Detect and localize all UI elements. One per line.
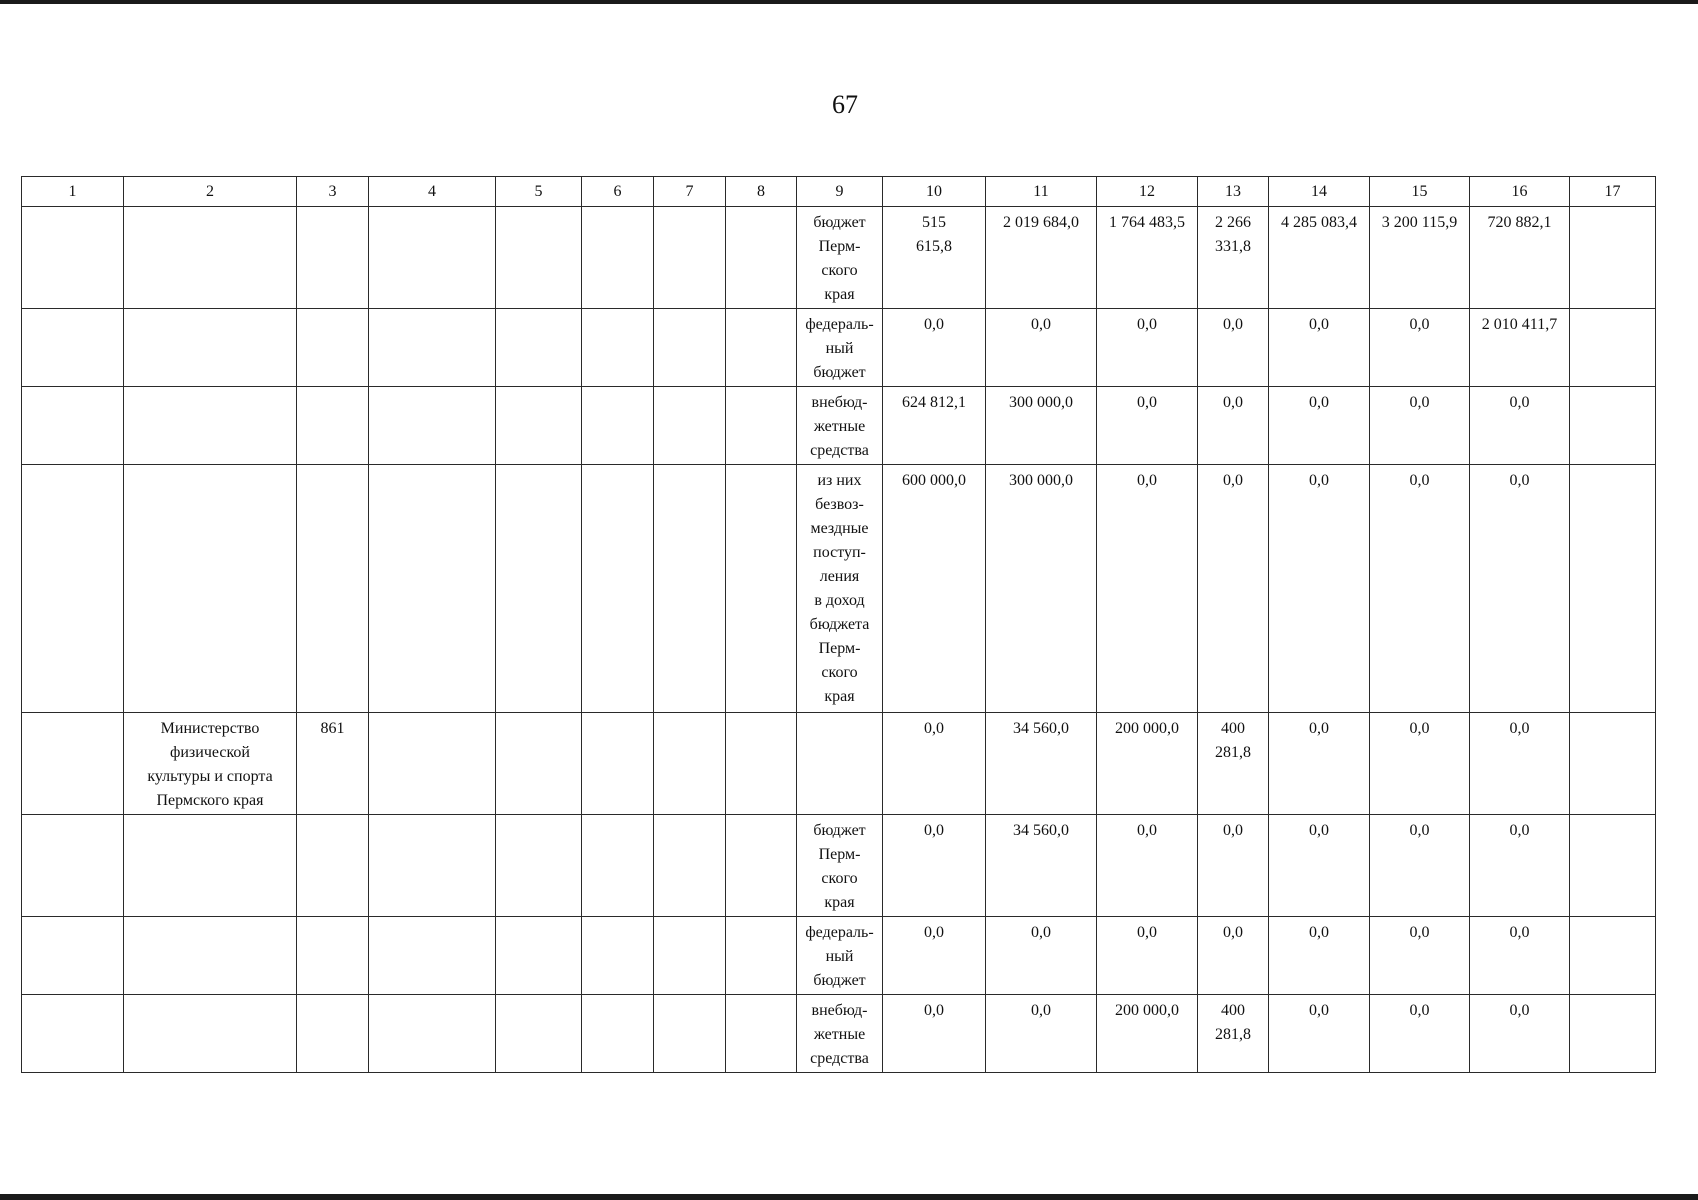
table-cell [22, 387, 124, 465]
table-cell: внебюд- жетные средства [797, 995, 883, 1073]
table-cell [369, 465, 496, 713]
table-cell: 0,0 [1370, 309, 1470, 387]
table-cell: 400 281,8 [1198, 995, 1269, 1073]
column-header: 13 [1198, 177, 1269, 207]
table-cell: 300 000,0 [986, 465, 1097, 713]
table-cell [654, 917, 726, 995]
table-cell [1570, 815, 1656, 917]
table-cell [726, 815, 797, 917]
table-cell: 0,0 [1097, 917, 1198, 995]
table-cell [297, 465, 369, 713]
table-cell [1570, 207, 1656, 309]
table-cell: 0,0 [1097, 387, 1198, 465]
table-cell [496, 309, 582, 387]
table-cell: 0,0 [1269, 465, 1370, 713]
column-header: 8 [726, 177, 797, 207]
table-cell: 0,0 [1269, 917, 1370, 995]
table-cell: 0,0 [883, 713, 986, 815]
table-cell [369, 917, 496, 995]
table-cell [1570, 917, 1656, 995]
table-cell [582, 917, 654, 995]
column-header: 15 [1370, 177, 1470, 207]
table-cell [797, 713, 883, 815]
table-cell [369, 713, 496, 815]
table-cell: 200 000,0 [1097, 995, 1198, 1073]
table-cell: 0,0 [986, 309, 1097, 387]
page-number: 67 [832, 90, 858, 119]
table-cell: 0,0 [1370, 917, 1470, 995]
table-cell: 720 882,1 [1470, 207, 1570, 309]
table-cell: бюджет Перм- ского края [797, 815, 883, 917]
table-row [22, 917, 1656, 995]
table-cell [369, 309, 496, 387]
column-header: 11 [986, 177, 1097, 207]
column-header: 16 [1470, 177, 1570, 207]
table-cell: 0,0 [1470, 815, 1570, 917]
table-cell: 0,0 [1198, 917, 1269, 995]
table-cell [297, 917, 369, 995]
table-cell [654, 465, 726, 713]
table-cell: 0,0 [883, 995, 986, 1073]
table-cell [22, 207, 124, 309]
table-cell: 0,0 [986, 917, 1097, 995]
column-header: 14 [1269, 177, 1370, 207]
table-cell [496, 387, 582, 465]
table-cell [369, 207, 496, 309]
table-cell [369, 387, 496, 465]
table-cell [297, 995, 369, 1073]
table-row [22, 309, 1656, 387]
table-cell [726, 207, 797, 309]
table-cell: 4 285 083,4 [1269, 207, 1370, 309]
table-cell: 0,0 [1198, 815, 1269, 917]
budget-table [21, 176, 1656, 1073]
table-cell [496, 995, 582, 1073]
table-cell [582, 713, 654, 815]
column-header: 1 [22, 177, 124, 207]
table-cell: из них безвоз- мездные поступ- ления в доход бюджета Перм- ского края [797, 465, 883, 713]
table-cell [22, 815, 124, 917]
table-cell: 0,0 [1269, 713, 1370, 815]
table-cell [726, 713, 797, 815]
table-row [22, 713, 1656, 815]
table-cell [496, 465, 582, 713]
table-cell: 0,0 [1370, 995, 1470, 1073]
table-cell [726, 309, 797, 387]
table-cell: Министерство физической культуры и спорта Пермского края [124, 713, 297, 815]
table-cell: 2 019 684,0 [986, 207, 1097, 309]
table-cell: 0,0 [1198, 309, 1269, 387]
table-cell [297, 309, 369, 387]
table-cell [22, 309, 124, 387]
table-cell: 0,0 [1470, 387, 1570, 465]
table-row [22, 815, 1656, 917]
table-cell: 0,0 [1470, 713, 1570, 815]
table-cell [297, 387, 369, 465]
table-cell [22, 917, 124, 995]
table-cell [1570, 995, 1656, 1073]
column-header: 5 [496, 177, 582, 207]
table-cell [582, 387, 654, 465]
table-cell: внебюд- жетные средства [797, 387, 883, 465]
table-cell: 0,0 [1097, 815, 1198, 917]
table-cell [1570, 465, 1656, 713]
table-row [22, 207, 1656, 309]
table-cell [496, 207, 582, 309]
table-cell [726, 465, 797, 713]
table-cell [654, 713, 726, 815]
table-cell: 200 000,0 [1097, 713, 1198, 815]
table-cell [1570, 309, 1656, 387]
table-cell [654, 387, 726, 465]
table-cell [582, 815, 654, 917]
table-cell [496, 713, 582, 815]
table-cell [1570, 713, 1656, 815]
table-cell: 0,0 [1470, 917, 1570, 995]
table-cell: 0,0 [1370, 815, 1470, 917]
column-header: 10 [883, 177, 986, 207]
table-cell: 861 [297, 713, 369, 815]
table-cell [369, 995, 496, 1073]
table-cell [726, 387, 797, 465]
table-cell [369, 815, 496, 917]
table-cell: 0,0 [986, 995, 1097, 1073]
table-cell [582, 995, 654, 1073]
table-cell [22, 465, 124, 713]
table-cell: 624 812,1 [883, 387, 986, 465]
table-cell [654, 309, 726, 387]
table-cell: 0,0 [1370, 713, 1470, 815]
table-cell: 0,0 [1198, 387, 1269, 465]
table-cell: 2 010 411,7 [1470, 309, 1570, 387]
table-cell [496, 815, 582, 917]
table-cell: 0,0 [1370, 387, 1470, 465]
table-cell [582, 207, 654, 309]
table-cell: 515 615,8 [883, 207, 986, 309]
table-cell [124, 207, 297, 309]
table-cell: 0,0 [883, 917, 986, 995]
table-cell [1570, 387, 1656, 465]
table-cell [496, 917, 582, 995]
table-cell: 0,0 [1097, 465, 1198, 713]
table-cell: 34 560,0 [986, 815, 1097, 917]
table-cell: 0,0 [1269, 387, 1370, 465]
table-cell: 0,0 [1269, 309, 1370, 387]
table-cell: 0,0 [883, 815, 986, 917]
table-cell [582, 309, 654, 387]
table-cell: 0,0 [1097, 309, 1198, 387]
table-cell: 34 560,0 [986, 713, 1097, 815]
table-cell: 600 000,0 [883, 465, 986, 713]
table-row [22, 387, 1656, 465]
column-header: 3 [297, 177, 369, 207]
table-cell: 0,0 [1198, 465, 1269, 713]
table-cell [124, 309, 297, 387]
column-header: 6 [582, 177, 654, 207]
table-cell: 0,0 [1370, 465, 1470, 713]
table-cell [654, 815, 726, 917]
table-cell [726, 917, 797, 995]
scan-edge-bottom [0, 1194, 1698, 1200]
table-cell: 3 200 115,9 [1370, 207, 1470, 309]
table-cell [654, 995, 726, 1073]
table-row [22, 995, 1656, 1073]
table-cell: 0,0 [1470, 465, 1570, 713]
table-cell: 1 764 483,5 [1097, 207, 1198, 309]
table-cell: 0,0 [883, 309, 986, 387]
column-header: 7 [654, 177, 726, 207]
table-cell [22, 713, 124, 815]
table-cell [124, 995, 297, 1073]
scan-edge-top [0, 0, 1698, 4]
column-header: 17 [1570, 177, 1656, 207]
table-cell [124, 465, 297, 713]
column-header: 12 [1097, 177, 1198, 207]
column-header: 4 [369, 177, 496, 207]
table-cell: 400 281,8 [1198, 713, 1269, 815]
table-header-row [22, 177, 1656, 207]
table-cell [124, 815, 297, 917]
table-cell [582, 465, 654, 713]
table-row [22, 465, 1656, 713]
column-header: 9 [797, 177, 883, 207]
table-cell: федераль- ный бюджет [797, 917, 883, 995]
table-cell: федераль- ный бюджет [797, 309, 883, 387]
table-cell [124, 387, 297, 465]
table-cell: 300 000,0 [986, 387, 1097, 465]
column-header: 2 [124, 177, 297, 207]
table-cell [22, 995, 124, 1073]
table-cell [297, 815, 369, 917]
table-cell: бюджет Перм- ского края [797, 207, 883, 309]
table-cell: 0,0 [1269, 815, 1370, 917]
table-cell [654, 207, 726, 309]
table-cell [297, 207, 369, 309]
table-cell: 0,0 [1470, 995, 1570, 1073]
table-cell [124, 917, 297, 995]
table-cell [726, 995, 797, 1073]
table-cell: 2 266 331,8 [1198, 207, 1269, 309]
table-cell: 0,0 [1269, 995, 1370, 1073]
